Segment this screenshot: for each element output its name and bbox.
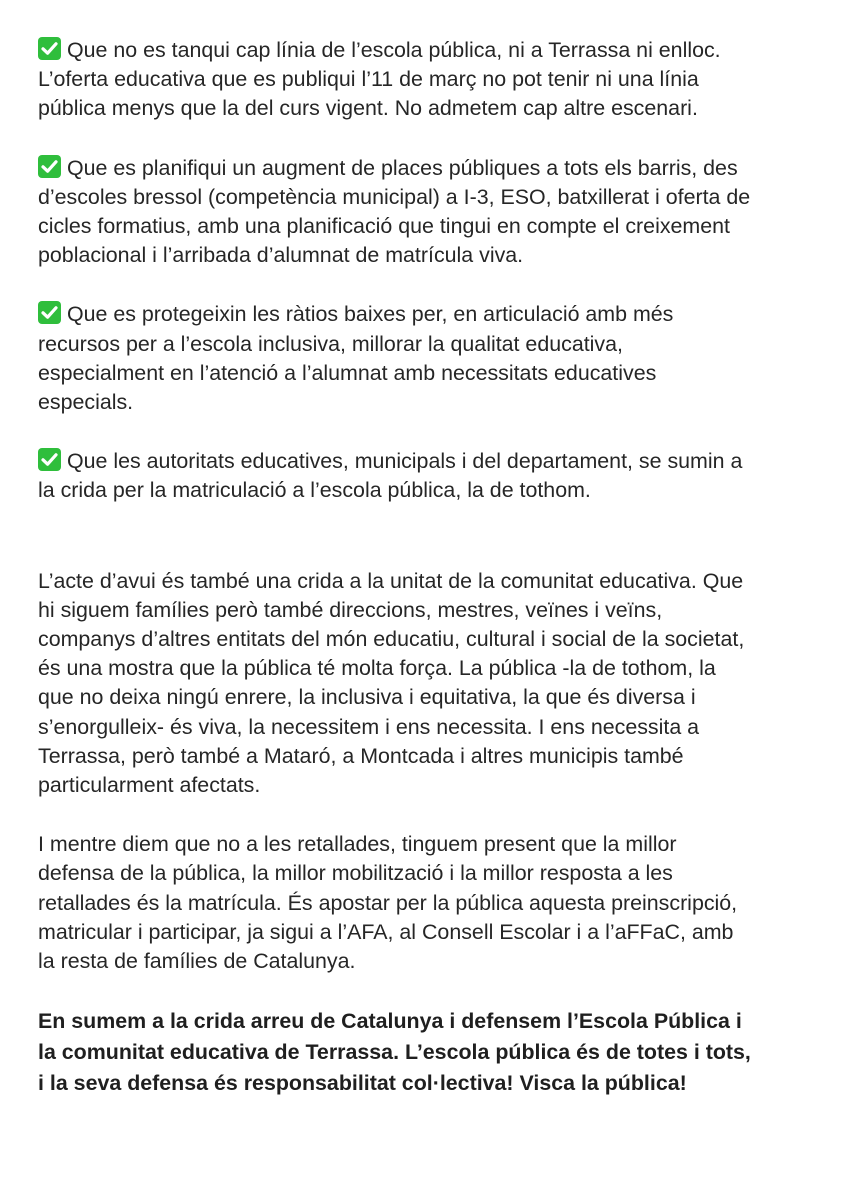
- check-mark-button-icon: [38, 155, 61, 178]
- demand-line: pública menys que la del curs vigent. No admetem cap altre escenari.: [38, 96, 698, 121]
- demand-line: L’oferta educativa que es publiqui l’11 de març no pot tenir ni una línia: [38, 67, 699, 92]
- demand-line: poblacional i l’arribada d’alumnat de matrícula viva.: [38, 243, 524, 268]
- document-body: [38, 36, 828, 1099]
- demand-item: [38, 154, 828, 271]
- demand-line: la crida per la matriculació a l’escola pública, la de tothom.: [38, 478, 591, 503]
- paragraph-line: Terrassa, però també a Mataró, a Montcada i altres municipis també: [38, 743, 684, 768]
- paragraph-line: retallades és la matrícula. És apostar per la pública aquesta preinscripció,: [38, 890, 738, 915]
- paragraph-line: que no deixa ningú enrere, la inclusiva i equitativa, la que és diversa i: [38, 685, 696, 710]
- check-mark-button-icon: [38, 301, 61, 324]
- demand-line: especialment en l’atenció a l’alumnat amb necessitats educatives: [38, 360, 657, 385]
- check-mark-button-icon: [38, 448, 61, 471]
- paragraph-line: hi siguem famílies però també direccions, mestres, veïnes i veïns,: [38, 597, 663, 622]
- closing-line: En sumem a la crida arreu de Catalunya i defensem l’Escola Pública i: [38, 1009, 742, 1034]
- demand-line: Que no es tanqui cap línia de l’escola pública, ni a Terrassa ni enlloc.: [38, 36, 828, 65]
- closing-line: i la seva defensa és responsabilitat col·lectiva! Visca la pública!: [38, 1071, 687, 1096]
- demand-item: [38, 300, 828, 417]
- body-paragraph: [38, 830, 828, 976]
- paragraph-line: I mentre diem que no a les retallades, tinguem present que la millor: [38, 832, 677, 857]
- demand-line: d’escoles bressol (competència municipal) a I-3, ESO, batxillerat i oferta de: [38, 184, 751, 209]
- demand-line: Que es protegeixin les ràtios baixes per, en articulació amb més: [38, 300, 828, 329]
- paragraph-line: és una mostra que la pública té molta força. La pública -la de tothom, la: [38, 656, 716, 681]
- demand-line: cicles formatius, amb una planificació que tingui en compte el creixement: [38, 214, 730, 239]
- closing-line: la comunitat educativa de Terrassa. L’escola pública és de totes i tots,: [38, 1040, 751, 1065]
- paragraph-line: L’acte d’avui és també una crida a la unitat de la comunitat educativa. Que: [38, 568, 744, 593]
- demand-line: especials.: [38, 390, 134, 415]
- paragraph-line: matricular i participar, ja sigui a l’AFA, al Consell Escolar i a l’aFFaC, amb: [38, 919, 734, 944]
- paragraph-line: s’enorgulleix- és viva, la necessitem i ens necessita. I ens necessita a: [38, 714, 700, 739]
- paragraph-line: la resta de famílies de Catalunya.: [38, 949, 356, 974]
- paragraph-line: particularment afectats.: [38, 773, 261, 798]
- demand-line: Que les autoritats educatives, municipals i del departament, se sumin a: [38, 447, 828, 476]
- closing-statement: [38, 1006, 828, 1099]
- body-paragraph: [38, 567, 828, 801]
- paragraph-line: companys d’altres entitats del món educatiu, cultural i social de la societat,: [38, 627, 745, 652]
- check-mark-button-icon: [38, 37, 61, 60]
- demand-line: Que es planifiqui un augment de places públiques a tots els barris, des: [38, 154, 828, 183]
- paragraph-line: defensa de la pública, la millor mobilització i la millor resposta a les: [38, 861, 673, 886]
- demand-item: [38, 447, 828, 505]
- demand-item: [38, 36, 828, 124]
- demand-line: recursos per a l’escola inclusiva, millorar la qualitat educativa,: [38, 331, 623, 356]
